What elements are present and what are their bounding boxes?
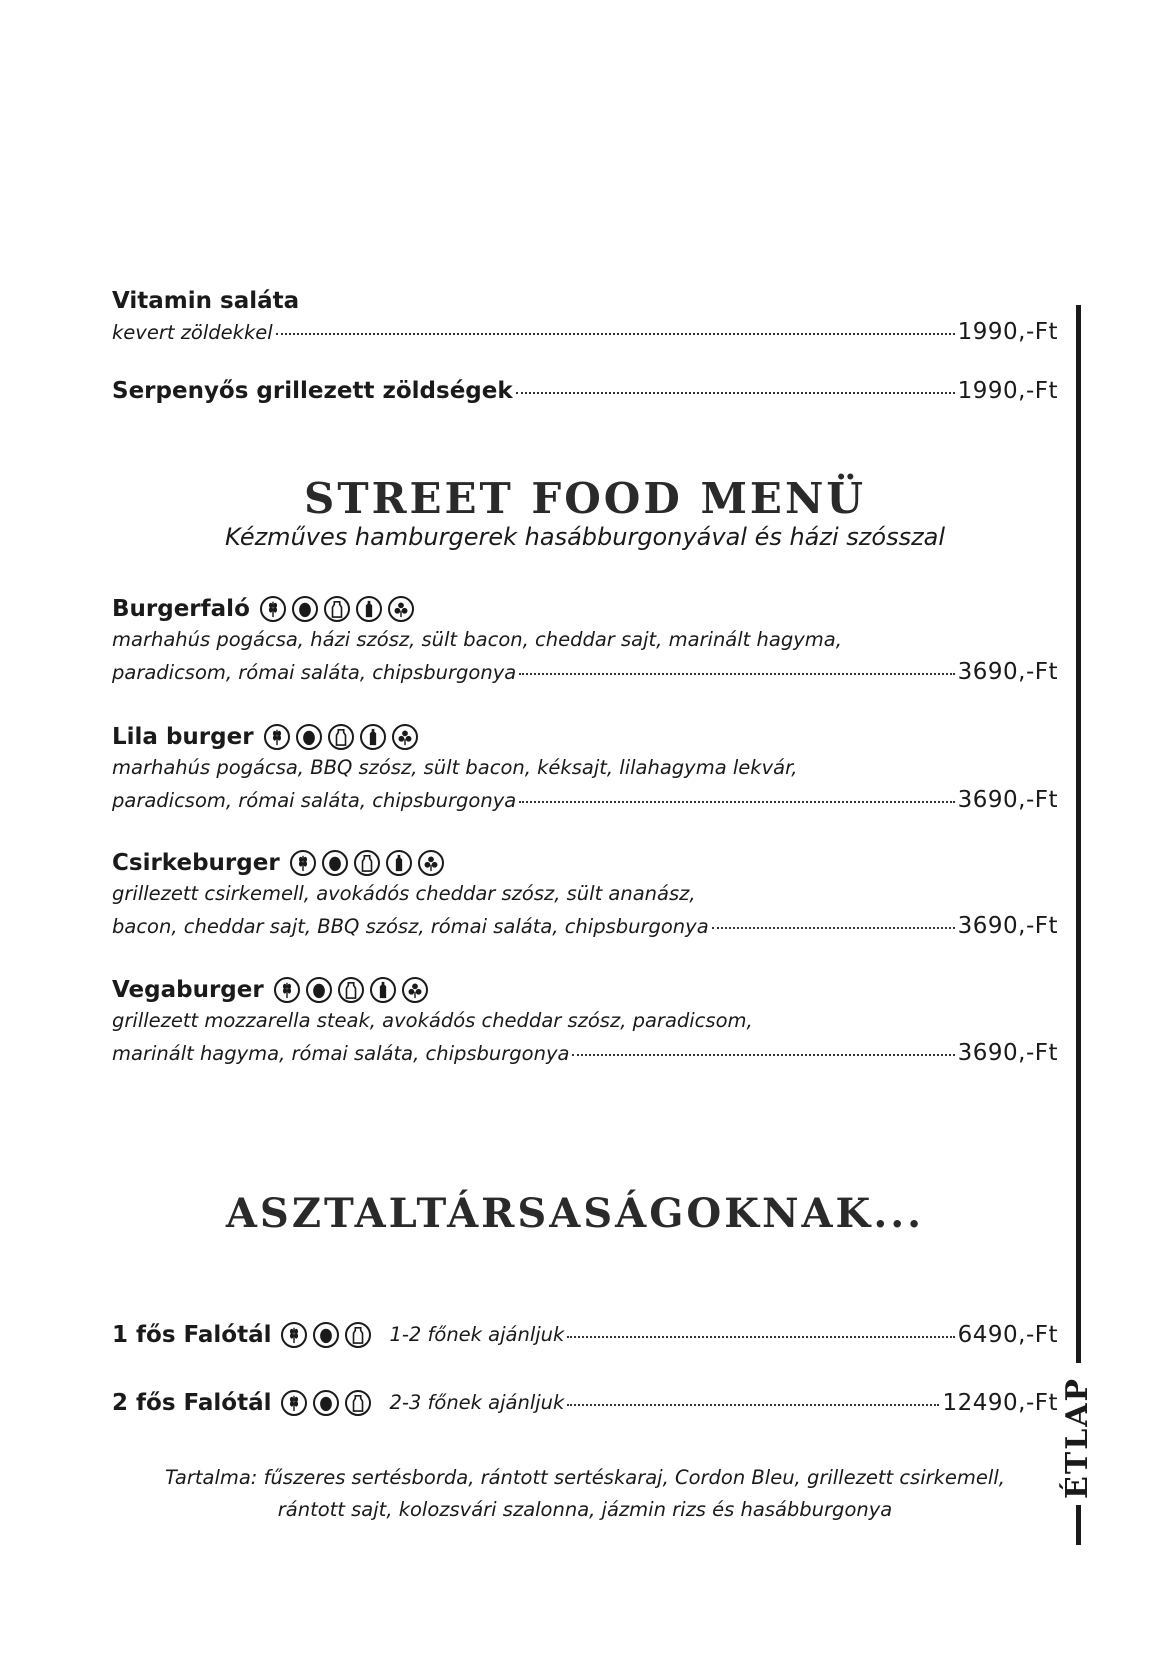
celery-icon (392, 724, 418, 750)
section-subtitle: Kézműves hamburgerek hasábburgonyával és házi szósszal (224, 523, 946, 551)
menu-item-serpenyos (112, 376, 1058, 406)
wheat-icon (281, 1322, 307, 1348)
leader-dots (519, 673, 954, 675)
menu-item-lila-burger (112, 722, 1058, 817)
item-desc-line2: marinált hagyma, római saláta, chipsburgonya (112, 1042, 570, 1065)
item-desc-row (112, 656, 1058, 689)
item-name: Burgerfaló (112, 596, 250, 622)
item-name-row (112, 722, 1058, 752)
milk-icon (345, 1322, 371, 1348)
egg-icon (292, 596, 318, 622)
wheat-icon (264, 724, 290, 750)
leader-dots (567, 1336, 954, 1338)
celery-icon (402, 977, 428, 1003)
item-desc-line1: grillezett mozzarella steak, avokádós cheddar szósz, paradicsom, (112, 1009, 753, 1032)
egg-icon (322, 850, 348, 876)
egg-icon (313, 1390, 339, 1416)
egg-icon (306, 977, 332, 1003)
section-title-group: ASZTALTÁRSASÁGOKNAK... (225, 1190, 925, 1237)
item-desc: kevert zöldekkel (112, 321, 273, 344)
allergen-icons (281, 1322, 371, 1348)
menu-item-2-fos-falotal (112, 1388, 1058, 1418)
item-name-row (112, 848, 1058, 878)
allergen-icons (274, 977, 428, 1003)
item-desc-row (112, 1037, 1058, 1070)
mustard-icon (360, 724, 386, 750)
item-desc-line2: bacon, cheddar sajt, BBQ szósz, római saláta, chipsburgonya (112, 915, 709, 938)
item-desc-line1: marhahús pogácsa, BBQ szósz, sült bacon, kéksajt, lilahagyma lekvár, (112, 756, 798, 779)
menu-item-1-fos-falotal (112, 1320, 1058, 1350)
mustard-icon (370, 977, 396, 1003)
item-row (112, 1388, 1058, 1418)
wheat-icon (290, 850, 316, 876)
milk-icon (328, 724, 354, 750)
milk-icon (338, 977, 364, 1003)
item-name: Csirkeburger (112, 850, 280, 876)
item-name: 1 fős Falótál (112, 1322, 272, 1348)
leader-dots (712, 927, 955, 929)
item-row (112, 376, 1058, 406)
menu-item-burgerfalo (112, 594, 1058, 689)
allergen-icons (290, 850, 444, 876)
item-note: 1-2 főnek ajánljuk (389, 1323, 565, 1346)
item-desc-line1: grillezett csirkemell, avokádós cheddar szósz, sült ananász, (112, 882, 696, 905)
menu-item-vitamin-salata (112, 286, 1058, 349)
item-name: Serpenyős grillezett zöldségek (112, 378, 513, 404)
contents-line2: rántott sajt, kolozsvári szalonna, jázmin rizs és hasábburgonya (277, 1498, 893, 1521)
item-desc-row (112, 784, 1058, 817)
menu-item-csirkeburger (112, 848, 1058, 943)
section-title-street-food: STREET FOOD MENÜ (304, 474, 866, 523)
item-price: 3690,-Ft (957, 913, 1058, 939)
item-name-row (112, 594, 1058, 624)
allergen-icons (281, 1390, 371, 1416)
allergen-icons (264, 724, 418, 750)
leader-dots (519, 801, 954, 803)
item-name: Vegaburger (112, 977, 264, 1003)
allergen-icons (260, 596, 414, 622)
item-note: 2-3 főnek ajánljuk (389, 1391, 565, 1414)
item-desc-line1: marhahús pogácsa, házi szósz, sült bacon, cheddar sajt, marinált hagyma, (112, 628, 842, 651)
item-name: Vitamin saláta (112, 288, 300, 314)
wheat-icon (281, 1390, 307, 1416)
leader-dots (276, 333, 955, 335)
wheat-icon (260, 596, 286, 622)
item-desc-row (112, 910, 1058, 943)
item-price: 3690,-Ft (957, 659, 1058, 685)
milk-icon (324, 596, 350, 622)
menu-item-vegaburger (112, 975, 1058, 1070)
item-name-row (112, 975, 1058, 1005)
item-desc-line2: paradicsom, római saláta, chipsburgonya (112, 789, 517, 812)
item-row (112, 1320, 1058, 1350)
celery-icon (418, 850, 444, 876)
egg-icon (313, 1322, 339, 1348)
item-price: 3690,-Ft (957, 1040, 1058, 1066)
leader-dots (567, 1404, 939, 1406)
celery-icon (388, 596, 414, 622)
item-price: 1990,-Ft (957, 378, 1058, 404)
item-price: 3690,-Ft (957, 787, 1058, 813)
mustard-icon (386, 850, 412, 876)
item-price: 12490,-Ft (942, 1390, 1058, 1416)
mustard-icon (356, 596, 382, 622)
wheat-icon (274, 977, 300, 1003)
item-desc-line2: paradicsom, római saláta, chipsburgonya (112, 661, 517, 684)
item-name: 2 fős Falótál (112, 1390, 272, 1416)
contents-line1: Tartalma: fűszeres sertésborda, rántott sertéskaraj, Cordon Bleu, grillezett csirkemell, (165, 1466, 1005, 1489)
contents-note (112, 1462, 1058, 1526)
milk-icon (354, 850, 380, 876)
item-price: 1990,-Ft (957, 319, 1058, 345)
egg-icon (296, 724, 322, 750)
item-price: 6490,-Ft (957, 1322, 1058, 1348)
leader-dots (516, 392, 955, 394)
sidebar-rule (1076, 305, 1081, 1545)
item-name: Lila burger (112, 724, 254, 750)
item-name-row (112, 1320, 564, 1350)
item-name-row (112, 1388, 564, 1418)
milk-icon (345, 1390, 371, 1416)
leader-dots (572, 1054, 954, 1056)
item-desc-row (112, 316, 1058, 349)
sidebar-label: ÉTLAP (1060, 1363, 1096, 1505)
